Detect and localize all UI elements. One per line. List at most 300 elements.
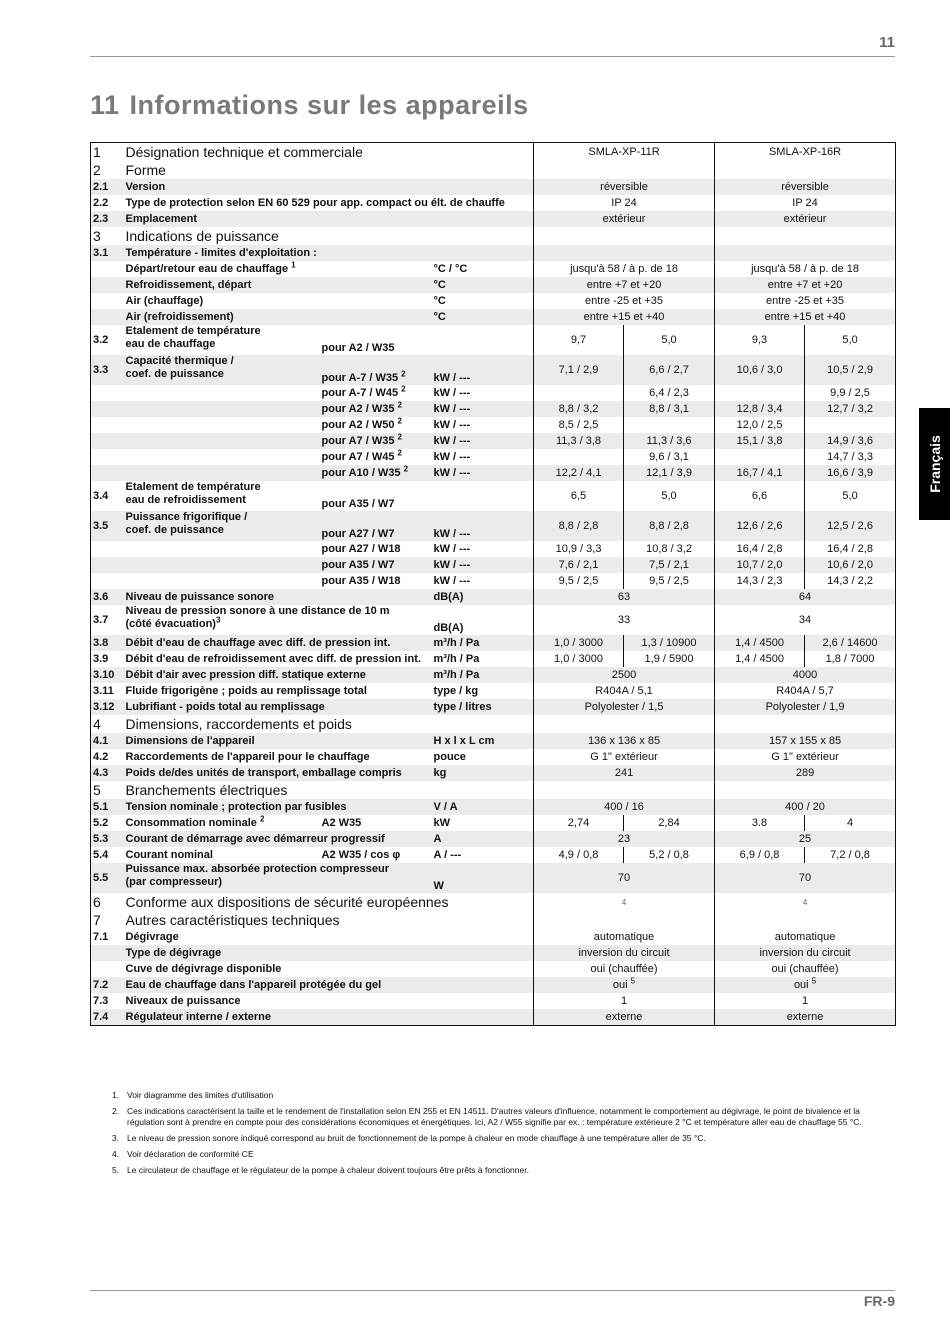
footnote-ref: 2 xyxy=(259,815,265,823)
value-text: 2500 xyxy=(611,668,637,681)
row-unit xyxy=(431,481,534,511)
row-label xyxy=(123,635,431,651)
value-text: 1 xyxy=(620,994,628,1007)
row-label-text: Départ/retour eau de chauffage xyxy=(125,262,289,275)
row-label-text: Cuve de dégivrage disponible xyxy=(125,962,282,975)
row-label xyxy=(123,195,534,211)
footnote-ref: 5 xyxy=(630,977,636,985)
row-label xyxy=(123,911,534,929)
footnote-ref: 2 xyxy=(397,433,402,441)
footnote-text: Voir déclaration de conformité CE xyxy=(127,1149,254,1159)
spec-row xyxy=(91,465,896,481)
row-label xyxy=(123,733,431,749)
row-unit xyxy=(431,557,534,573)
value-text: 6,6 / 2,7 xyxy=(649,363,689,376)
value-cell xyxy=(534,401,624,417)
row-label xyxy=(123,355,319,385)
page-title xyxy=(90,90,529,121)
row-label xyxy=(123,651,431,667)
value-model-11r xyxy=(534,831,715,847)
row-number-text: 4.3 xyxy=(93,766,109,779)
row-unit-text: °C xyxy=(433,278,446,291)
row-condition xyxy=(319,511,431,541)
row-label xyxy=(123,945,534,961)
row-condition-text: pour A7 / W35 xyxy=(321,434,395,447)
value-cell xyxy=(534,511,624,541)
row-condition xyxy=(319,385,431,401)
value-model-16r xyxy=(715,309,896,325)
row-unit xyxy=(431,385,534,401)
value-cell xyxy=(805,465,896,481)
row-condition xyxy=(319,541,431,557)
value-cell xyxy=(624,511,715,541)
row-number xyxy=(91,977,123,993)
row-condition xyxy=(319,573,431,589)
row-condition-text: pour A27 / W7 xyxy=(321,528,395,540)
row-unit-text: kW / --- xyxy=(433,450,471,463)
row-label-text: Conforme aux dispositions de sécurité européennes xyxy=(125,893,449,910)
value-cell xyxy=(624,355,715,385)
row-number-text: 3.12 xyxy=(93,700,115,713)
spec-row xyxy=(91,385,896,401)
row-condition xyxy=(319,401,431,417)
row-unit xyxy=(431,863,534,893)
footnote-ref: 5 xyxy=(811,977,817,985)
value-text: 25 xyxy=(798,832,812,845)
row-number-text: 5.1 xyxy=(93,800,109,813)
value-text: 4 xyxy=(802,897,808,907)
footnote-ref: 2 xyxy=(401,369,406,379)
row-number-text: 3.6 xyxy=(93,590,109,603)
footnote-ref: 2 xyxy=(397,417,402,425)
row-label-text: Tension nominale ; protection par fusibles xyxy=(125,800,347,813)
value-text: 10,9 / 3,3 xyxy=(555,542,602,555)
row-label xyxy=(123,667,431,683)
value-text: entre -25 et +35 xyxy=(585,294,664,307)
spec-row xyxy=(91,293,896,309)
value-text: 9,3 xyxy=(751,333,768,346)
value-text: 7,1 / 2,9 xyxy=(558,363,599,376)
row-unit xyxy=(431,765,534,781)
row-label xyxy=(123,261,431,277)
value-text: 5,0 xyxy=(661,333,677,346)
spec-row xyxy=(91,309,896,325)
value-text: 14,7 / 3,3 xyxy=(827,450,873,463)
value-text: 400 / 20 xyxy=(785,800,825,813)
value-text: 11,3 / 3,8 xyxy=(555,434,602,447)
row-number xyxy=(91,325,123,355)
value-text: 136 x 136 x 85 xyxy=(587,734,661,747)
row-label-text: Lubrifiant - poids total au remplissage xyxy=(125,700,325,713)
row-unit xyxy=(431,667,534,683)
row-label xyxy=(123,893,534,911)
row-label xyxy=(123,929,534,945)
value-model-16r xyxy=(715,961,896,977)
value-cell xyxy=(715,385,805,401)
row-unit-text: kW / --- xyxy=(433,402,471,415)
row-label-text: Version xyxy=(125,180,166,193)
value-cell xyxy=(624,573,715,589)
row-unit xyxy=(431,433,534,449)
value-model-16r xyxy=(715,293,896,309)
value-text: inversion du circuit xyxy=(759,946,851,959)
section-row xyxy=(91,893,896,911)
value-cell xyxy=(715,651,805,667)
spec-row xyxy=(91,683,896,699)
value-text: extérieur xyxy=(602,212,646,225)
row-label xyxy=(123,557,319,573)
value-model-11r xyxy=(534,309,715,325)
value-text: oui xyxy=(612,978,628,991)
spec-row xyxy=(91,961,896,977)
row-number xyxy=(91,651,123,667)
value-model-16r xyxy=(715,161,896,179)
row-number xyxy=(91,1009,123,1026)
row-unit xyxy=(431,417,534,433)
value-text: 8,8 / 3,1 xyxy=(649,402,689,415)
spec-row xyxy=(91,651,896,667)
row-unit xyxy=(431,261,534,277)
row-label-text: Température - limites d'exploitation : xyxy=(125,246,317,259)
value-model-16r xyxy=(715,605,896,635)
row-unit xyxy=(431,749,534,765)
value-model-11r xyxy=(534,211,715,227)
value-text: 10,6 / 2,0 xyxy=(827,558,873,571)
row-number-text: 5.5 xyxy=(93,871,109,884)
value-cell xyxy=(624,325,715,355)
value-cell xyxy=(534,635,624,651)
value-text: 6,4 / 2,3 xyxy=(649,386,689,399)
value-text: 10,7 / 2,0 xyxy=(736,558,783,571)
value-text: 33 xyxy=(617,613,631,626)
row-label xyxy=(123,143,534,162)
value-cell xyxy=(624,635,715,651)
value-text: IP 24 xyxy=(611,196,637,209)
row-number xyxy=(91,667,123,683)
row-condition-text: pour A2 / W50 xyxy=(321,418,395,431)
footnote-text: Le circulateur de chauffage et le régulateur de la pompe à chaleur doivent toujours être prêts à fonctionner. xyxy=(127,1165,529,1175)
value-cell xyxy=(624,481,715,511)
row-condition-text: pour A-7 / W35 xyxy=(321,372,399,384)
section-row xyxy=(91,715,896,733)
value-cell xyxy=(534,815,624,831)
value-cell xyxy=(805,635,896,651)
row-number-text: 3.1 xyxy=(93,246,109,259)
row-number xyxy=(91,433,123,449)
row-label xyxy=(123,815,319,831)
value-text: IP 24 xyxy=(792,196,818,209)
row-label-text: Débit d'eau de chauffage avec diff. de pression int. xyxy=(125,636,391,649)
value-cell xyxy=(715,541,805,557)
value-model-11r xyxy=(534,799,715,815)
row-label-text: Etalement de température xyxy=(125,481,261,493)
value-model-16r xyxy=(715,977,896,993)
row-unit xyxy=(431,449,534,465)
row-number xyxy=(91,589,123,605)
row-label xyxy=(123,277,431,293)
value-model-11r xyxy=(534,945,715,961)
value-cell xyxy=(534,573,624,589)
row-number xyxy=(91,993,123,1009)
footnote-number: 5. xyxy=(112,1165,120,1175)
value-cell xyxy=(624,449,715,465)
value-model-11r xyxy=(534,699,715,715)
spec-row xyxy=(91,557,896,573)
row-condition xyxy=(319,417,431,433)
row-label-text: Débit d'eau de refroidissement avec diff. de pression int. xyxy=(125,652,421,665)
footnote-ref: 3 xyxy=(215,615,221,625)
section-row xyxy=(91,143,896,162)
row-label-text: Dimensions, raccordements et poids xyxy=(125,715,352,732)
row-number-text: 7.4 xyxy=(93,1010,109,1023)
value-cell xyxy=(805,385,896,401)
value-text: Polyolester / 1,9 xyxy=(765,700,845,713)
row-number xyxy=(91,309,123,325)
value-text: extérieur xyxy=(783,212,827,225)
row-label-text: Emplacement xyxy=(125,212,198,225)
row-number xyxy=(91,211,123,227)
row-label xyxy=(123,449,319,465)
footnotes xyxy=(112,1090,882,1181)
value-model-11r xyxy=(534,293,715,309)
row-label-text: Dégivrage xyxy=(125,930,179,943)
row-number xyxy=(91,847,123,863)
value-cell xyxy=(624,433,715,449)
value-model-11r xyxy=(534,277,715,293)
row-unit xyxy=(431,651,534,667)
row-unit-text: type / kg xyxy=(433,684,479,697)
value-text: oui (chauffée) xyxy=(590,962,658,975)
row-label xyxy=(123,977,534,993)
value-text: externe xyxy=(605,1010,643,1023)
row-number-text: 3.3 xyxy=(93,363,109,376)
value-cell xyxy=(715,557,805,573)
spec-row xyxy=(91,589,896,605)
value-model-16r xyxy=(715,831,896,847)
row-label xyxy=(123,227,534,245)
row-number-text: 3.11 xyxy=(93,684,114,697)
spec-row xyxy=(91,541,896,557)
row-number xyxy=(91,277,123,293)
value-text: entre +7 et +20 xyxy=(767,278,843,291)
row-number xyxy=(91,195,123,211)
value-cell xyxy=(534,417,624,433)
row-unit xyxy=(431,309,534,325)
row-number xyxy=(91,929,123,945)
value-text: 23 xyxy=(617,832,631,845)
value-model-16r xyxy=(715,683,896,699)
row-unit-text: kW / --- xyxy=(433,434,471,447)
spec-row xyxy=(91,511,896,541)
row-number xyxy=(91,161,123,179)
value-text: 10,6 / 3,0 xyxy=(736,363,783,376)
row-unit-text: kW / --- xyxy=(433,574,471,587)
row-label xyxy=(123,511,319,541)
spec-row xyxy=(91,245,896,261)
row-number xyxy=(91,179,123,195)
value-model-16r xyxy=(715,589,896,605)
value-text: 70 xyxy=(617,871,631,884)
row-label-line2: coef. de puissance xyxy=(125,368,224,380)
value-model-11r xyxy=(534,911,715,929)
value-cell xyxy=(715,465,805,481)
spec-row xyxy=(91,277,896,293)
value-text: 14,3 / 2,2 xyxy=(827,574,873,587)
value-model-16r xyxy=(715,863,896,893)
row-label-text: Type de protection selon EN 60 529 pour app. compact ou élt. de chauffe xyxy=(125,196,505,209)
footnote xyxy=(112,1090,882,1101)
value-text: 8,5 / 2,5 xyxy=(558,418,599,431)
value-text: 9,5 / 2,5 xyxy=(558,574,599,587)
row-condition xyxy=(319,465,431,481)
value-model-11r xyxy=(534,589,715,605)
value-text: 7,5 / 2,1 xyxy=(649,558,689,571)
row-unit-text: kW / --- xyxy=(433,558,471,571)
value-model-11r xyxy=(534,667,715,683)
footnote-text: Voir diagramme des limites d'utilisation xyxy=(127,1090,274,1100)
value-cell xyxy=(805,815,896,831)
footnote-ref: 2 xyxy=(403,465,409,473)
value-model-16r xyxy=(715,733,896,749)
value-text: 9,6 / 3,1 xyxy=(649,450,689,463)
value-text: 16,7 / 4,1 xyxy=(736,466,783,479)
row-number-text: 3.10 xyxy=(93,668,115,681)
spec-row xyxy=(91,1009,896,1026)
row-number xyxy=(91,831,123,847)
spec-row xyxy=(91,433,896,449)
value-model-16r xyxy=(715,715,896,733)
value-text: SMLA-XP-11R xyxy=(588,145,660,158)
value-text: 4,9 / 0,8 xyxy=(558,848,599,861)
value-cell xyxy=(534,325,624,355)
row-unit xyxy=(431,325,534,355)
value-cell xyxy=(805,417,896,433)
row-condition-text: pour A10 / W35 xyxy=(321,466,401,479)
row-number-text: 1 xyxy=(93,143,101,160)
spec-row xyxy=(91,977,896,993)
value-model-11r xyxy=(534,781,715,799)
row-unit-text: H x l x L cm xyxy=(433,734,495,747)
value-text: 2,6 / 14600 xyxy=(822,636,878,649)
footnote-number: 4. xyxy=(112,1149,120,1159)
spec-row xyxy=(91,831,896,847)
value-text: 63 xyxy=(617,590,631,603)
row-number xyxy=(91,573,123,589)
row-label xyxy=(123,417,319,433)
footnote-ref: 1 xyxy=(291,261,296,269)
value-cell xyxy=(805,651,896,667)
row-condition xyxy=(319,433,431,449)
row-label xyxy=(123,245,534,261)
value-cell xyxy=(715,401,805,417)
header-rule xyxy=(90,56,895,57)
row-number xyxy=(91,781,123,799)
value-text: R404A / 5,1 xyxy=(595,684,653,697)
row-condition-text: pour A2 / W35 xyxy=(321,342,395,354)
value-model-11r xyxy=(534,161,715,179)
row-number-text: 3.5 xyxy=(93,519,109,532)
value-model-11r xyxy=(534,977,715,993)
row-unit-text: kg xyxy=(433,766,447,779)
value-text: 5,0 xyxy=(842,489,858,502)
value-cell xyxy=(715,815,805,831)
value-text: jusqu'à 58 / à p. de 18 xyxy=(570,262,678,275)
footnote-text: Le niveau de pression sonore indiqué correspond au bruit de fonctionnement de la pompe à chaleur en mode chauffage à une température aller de 35 °C. xyxy=(127,1133,706,1143)
row-label-line2: eau de chauffage xyxy=(125,338,216,350)
value-text: oui (chauffée) xyxy=(771,962,839,975)
value-cell xyxy=(805,449,896,465)
page-number: 11 xyxy=(879,34,895,51)
value-text: 1 xyxy=(801,994,809,1007)
row-unit-text: A xyxy=(433,832,442,845)
row-number xyxy=(91,749,123,765)
value-cell xyxy=(715,635,805,651)
row-unit xyxy=(431,293,534,309)
row-label-text: Débit d'air avec pression diff. statique externe xyxy=(125,668,366,681)
value-text: 400 / 16 xyxy=(604,800,644,813)
value-text: 70 xyxy=(798,871,812,884)
value-text: automatique xyxy=(593,930,655,943)
row-label-text: Dimensions de l'appareil xyxy=(125,734,255,747)
value-text: G 1" extérieur xyxy=(771,750,839,763)
value-model-16r xyxy=(715,799,896,815)
row-condition-text: pour A35 / W18 xyxy=(321,574,401,587)
value-model-11r xyxy=(534,961,715,977)
spec-row xyxy=(91,815,896,831)
value-text: 2,74 xyxy=(567,816,590,829)
row-label xyxy=(123,1009,534,1026)
row-number xyxy=(91,227,123,245)
value-cell xyxy=(715,481,805,511)
language-tab xyxy=(919,408,950,520)
value-text: 4 xyxy=(846,816,854,829)
value-text: 12,7 / 3,2 xyxy=(827,402,873,415)
row-unit-text: kW / --- xyxy=(433,372,471,384)
row-number-text: 4.2 xyxy=(93,750,109,763)
row-unit-text: dB(A) xyxy=(433,622,464,634)
spec-row xyxy=(91,355,896,385)
row-number xyxy=(91,961,123,977)
value-text: Polyolester / 1,5 xyxy=(584,700,664,713)
value-model-16r xyxy=(715,945,896,961)
value-model-16r xyxy=(715,667,896,683)
row-condition xyxy=(319,847,431,863)
value-text: 157 x 155 x 85 xyxy=(768,734,842,747)
value-model-11r xyxy=(534,765,715,781)
row-condition-text: pour A35 / W7 xyxy=(321,558,395,571)
value-text: entre +15 et +40 xyxy=(764,310,846,323)
row-unit-text: °C / °C xyxy=(433,262,468,275)
value-cell xyxy=(534,355,624,385)
spec-row xyxy=(91,799,896,815)
row-condition xyxy=(319,815,431,831)
row-label xyxy=(123,589,431,605)
row-label-text: Désignation technique et commerciale xyxy=(125,143,363,160)
row-number-text: 2.2 xyxy=(93,196,109,209)
spec-row xyxy=(91,733,896,749)
row-unit xyxy=(431,831,534,847)
row-label-text: Courant nominal xyxy=(125,848,213,861)
value-model-11r xyxy=(534,715,715,733)
row-unit-text: kW / --- xyxy=(433,386,471,399)
row-number xyxy=(91,683,123,699)
section-number: 11 xyxy=(90,90,120,120)
value-cell xyxy=(715,325,805,355)
value-text: R404A / 5,7 xyxy=(776,684,834,697)
row-number xyxy=(91,799,123,815)
row-label xyxy=(123,765,431,781)
row-number xyxy=(91,449,123,465)
